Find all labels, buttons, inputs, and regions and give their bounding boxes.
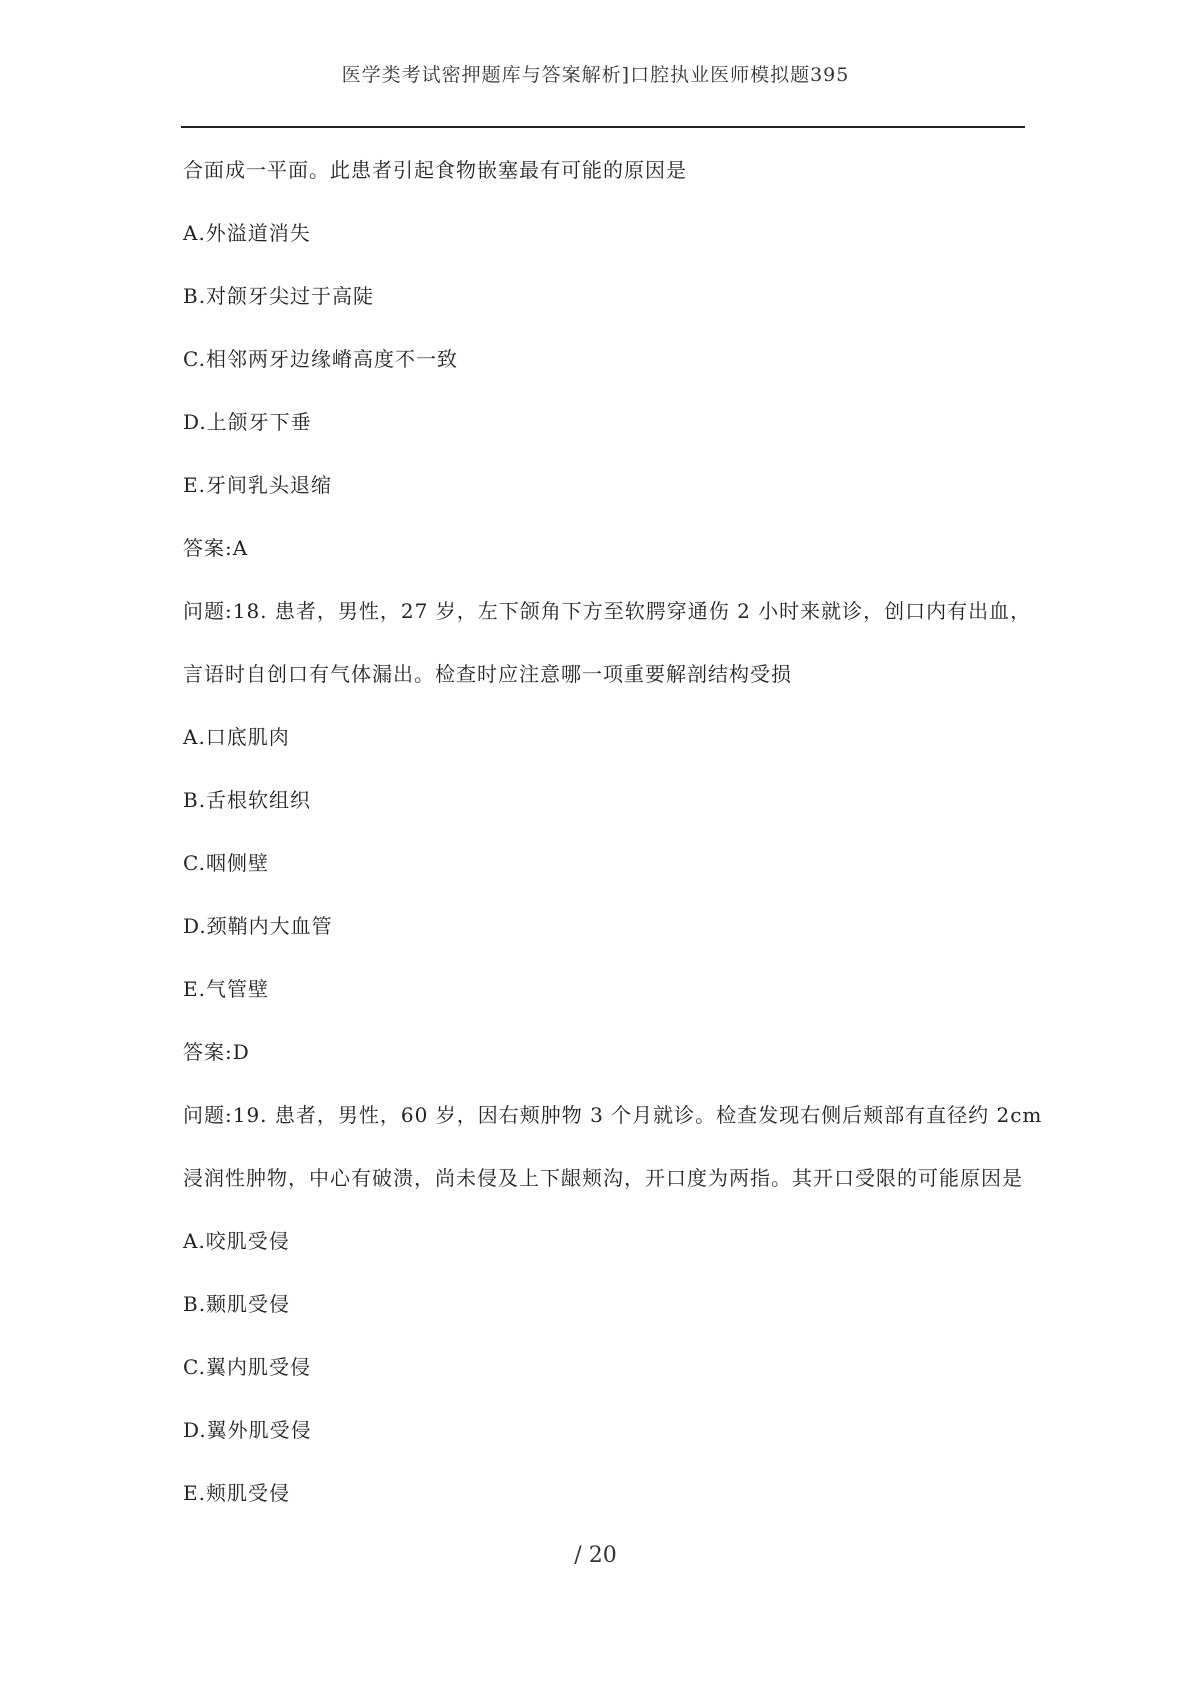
question-19-stem-line-2: 浸润性肿物，中心有破溃，尚未侵及上下龈颊沟，开口度为两指。其开口受限的可能原因是 (183, 1166, 1023, 1190)
question-18-stem-line-2: 言语时自创口有气体漏出。检查时应注意哪一项重要解剖结构受损 (183, 662, 792, 686)
q17-answer: 答案:A (183, 536, 249, 560)
q18-option-c: C.咽侧壁 (183, 851, 269, 875)
question-17-stem-continuation: 合面成一平面。此患者引起食物嵌塞最有可能的原因是 (183, 158, 687, 182)
q19-option-a: A.咬肌受侵 (183, 1229, 290, 1253)
document-body (183, 157, 1043, 1543)
q17-option-b: B.对颌牙尖过于高陡 (183, 284, 375, 308)
page-header-title: 医学类考试密押题库与答案解析]口腔执业医师模拟题395 (341, 64, 850, 86)
q17-option-e: E.牙间乳头退缩 (183, 473, 332, 497)
q18-option-e: E.气管壁 (183, 977, 269, 1001)
q18-option-d: D.颈鞘内大血管 (183, 914, 333, 938)
question-18-stem-line-1: 问题:18. 患者，男性，27 岁，左下颌角下方至软腭穿通伤 2 小时来就诊，创口内有出血， (183, 599, 1032, 623)
q17-option-c: C.相邻两牙边缘嵴高度不一致 (183, 347, 458, 371)
page-number: / 20 (574, 1543, 617, 1568)
q18-option-a: A.口底肌肉 (183, 725, 290, 749)
q18-option-b: B.舌根软组织 (183, 788, 312, 812)
q19-option-c: C.翼内肌受侵 (183, 1355, 311, 1379)
header-divider (181, 126, 1025, 128)
q17-option-a: A.外溢道消失 (183, 221, 311, 245)
q19-option-b: B.颞肌受侵 (183, 1292, 291, 1316)
q19-option-e: E.颊肌受侵 (183, 1481, 290, 1505)
q19-option-d: D.翼外肌受侵 (183, 1418, 312, 1442)
q18-answer: 答案:D (183, 1040, 250, 1064)
question-19-stem-line-1: 问题:19. 患者，男性，60 岁，因右颊肿物 3 个月就诊。检查发现右侧后颊部有直径约 2cm (183, 1103, 1043, 1127)
q17-option-d: D.上颌牙下垂 (183, 410, 312, 434)
